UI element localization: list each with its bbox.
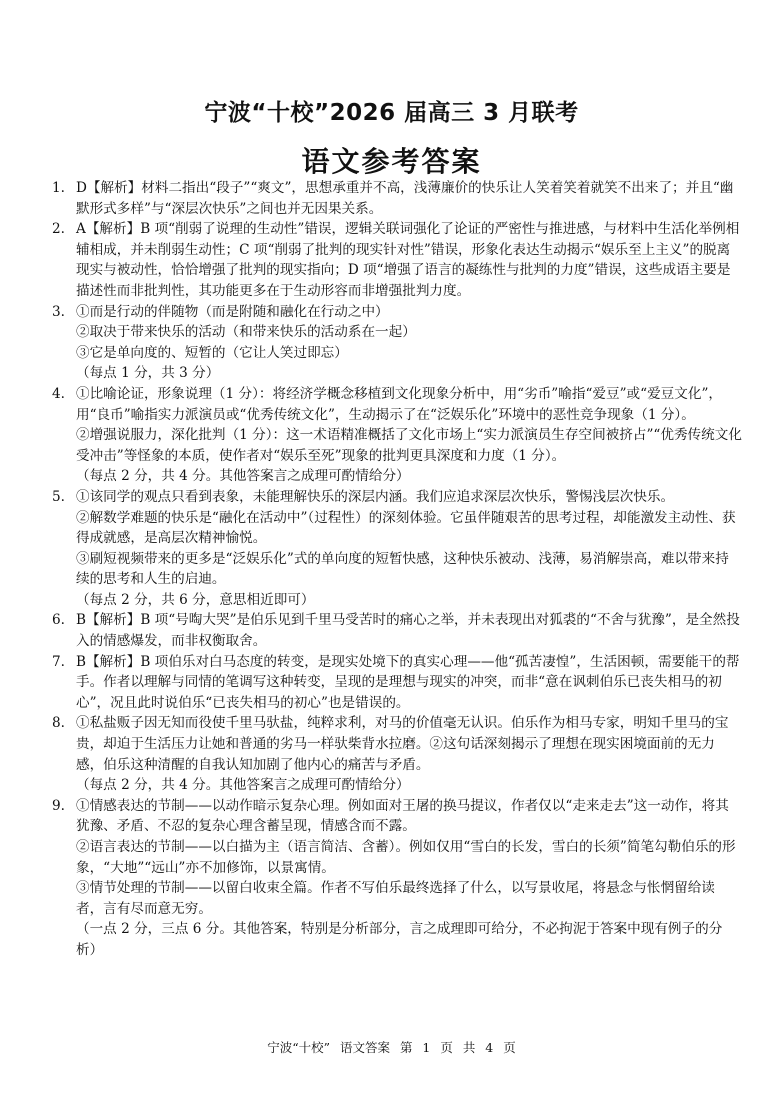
answer-point: ②增强说服力，深化批判（1 分）：这一术语精准概括了文化市场上“实力派演员生存空间被挤占”“优秀传统文化受冲击”等怪象的本质，使作者对“娱乐至死”现象的批判更具深度和力度（1 分）。	[76, 427, 742, 464]
answer-item-8	[52, 713, 742, 795]
question-number: 9.	[52, 797, 65, 814]
answer-point: ①情感表达的节制——以动作暗示复杂心理。例如面对王屠的换马提议，作者仅以“走来走去”这一动作，将其犹豫、矛盾、不忍的复杂心理含蓄呈现，情感含而不露。	[76, 797, 729, 835]
answer-item-6	[52, 610, 742, 651]
answer-point: ①比喻论证，形象说理（1 分）：将经济学概念移植到文化现象分析中，用“劣币”喻指“爱豆”或“爱豆文化”，用“良币”喻指实力派演员或“优秀传统文化”，生动揭示了在“泛娱乐化”环境中的恶性竞争现象（1 分）。	[76, 385, 722, 423]
answer-point: ①而是行动的伴随物（而是附随和融化在行动之中）	[76, 303, 389, 320]
answer-item-9	[52, 796, 742, 961]
question-number: 8.	[52, 715, 65, 732]
answer-point: ②语言表达的节制——以白描为主（语言简洁、含蓄）。例如仅用“雪白的长发，雪白的长须”简笔勾勒伯乐的形象，“大地”“远山”亦不加修饰，以景寓情。	[76, 839, 736, 876]
answer-point: ①私盐贩子因无知而役使千里马驮盐，纯粹求利，对马的价值毫无认识。伯乐作为相马专家，明知千里马的宝贵，却迫于生活压力让她和普通的劣马一样驮柴背水拉磨。②这句话深刻揭示了理想在现实困境面前的无力感，伯乐这种清醒的自我认知加剧了他内心的痛苦与矛盾。	[76, 715, 729, 773]
answer-text: D【解析】材料二指出“段子”“爽文”，思想承重并不高，浅薄廉价的快乐让人笑着笑着就笑不出来了；并且“幽默形式多样”与“深层次快乐”之间也并无因果关系。	[76, 180, 734, 217]
question-number: 2.	[52, 221, 65, 238]
answer-item-3	[52, 302, 742, 384]
answer-point: ②取决于带来快乐的活动（和带来快乐的活动系在一起）	[76, 324, 416, 341]
question-number: 1.	[52, 180, 65, 196]
page-footer: 宁波“十校” 语文答案 第 1 页 共 4 页	[267, 1040, 516, 1055]
answer-item-2	[52, 219, 742, 301]
answer-point: ①该同学的观点只看到表象，未能理解快乐的深层内涵。我们应追求深层次快乐，警惕浅层次快乐。	[76, 488, 675, 505]
question-number: 3.	[52, 303, 65, 320]
question-number: 6.	[52, 612, 65, 629]
question-number: 5.	[52, 488, 65, 505]
answer-text: A【解析】B 项“削弱了说理的生动性”错误，逻辑关联词强化了论证的严密性与推进感，与材料中生活化举例相辅相成，并未削弱生动性；C 项“削弱了批判的现实针对性”错误，形象化表达生动揭示“娱乐至上主义”的脱离现实与被动性，恰恰增强了批判的现实指向；D 项“增强了语言的凝练性与批判的力度”错误，这些成语主要是描述性而非批判性，其功能更多在于生动形容而非增强批判力度。	[76, 221, 740, 299]
scoring-note: （每点 2 分，共 4 分。其他答案言之成理可酌情给分）	[76, 468, 410, 485]
answer-list	[52, 178, 742, 961]
answer-point: ③它是单向度的、短暂的（它让人笑过即忘）	[76, 344, 348, 361]
answer-subtitle: 语文参考答案	[301, 145, 482, 178]
scoring-note: （一点 2 分，三点 6 分。其他答案，特别是分析部分，言之成理即可给分，不必拘泥于答案中现有例子的分析）	[76, 921, 723, 958]
answer-item-4	[52, 384, 742, 487]
scoring-note: （每点 2 分，共 4 分。其他答案言之成理可酌情给分）	[76, 777, 410, 794]
answer-item-1	[52, 178, 742, 219]
exam-title: 宁波“十校”2026 届高三 3 月联考	[204, 100, 579, 126]
answer-point: ②解数学难题的快乐是“融化在活动中”（过程性）的深刻体验。它虽伴随艰苦的思考过程，却能激发主动性、获得成就感，是高层次精神愉悦。	[76, 509, 736, 547]
answer-point: ③情节处理的节制——以留白收束全篇。作者不写伯乐最终选择了什么，以写景收尾，将悬念与怅惘留给读者，言有尽而意无穷。	[76, 880, 715, 917]
answer-text: B【解析】B 项“号啕大哭”是伯乐见到千里马受苦时的痛心之举，并未表现出对狐裘的“不舍与犹豫”，是全然投入的情感爆发，而非权衡取舍。	[76, 612, 740, 650]
question-number: 4.	[52, 385, 65, 402]
scoring-note: （每点 2 分，共 6 分，意思相近即可）	[76, 591, 315, 608]
answer-point: ③刷短视频带来的更多是“泛娱乐化”式的单向度的短暂快感，这种快乐被动、浅薄，易消解崇高，难以带来持续的思考和人生的启迪。	[76, 550, 729, 588]
question-number: 7.	[52, 653, 65, 670]
answer-text: B【解析】B 项伯乐对白马态度的转变，是现实处境下的真实心理——他“孤苦凄惶”，生活困顿，需要能干的帮手。作者以理解与同情的笔调写这种转变，呈现的是理想与现实的冲突，而非“意在讽刺伯乐已丧失相马的初心”，况且此时说伯乐“已丧失相马的初心”也是错误的。	[76, 653, 740, 711]
answer-item-7	[52, 652, 742, 714]
scoring-note: （每点 1 分，共 3 分）	[76, 365, 220, 382]
answer-item-5	[52, 487, 742, 611]
